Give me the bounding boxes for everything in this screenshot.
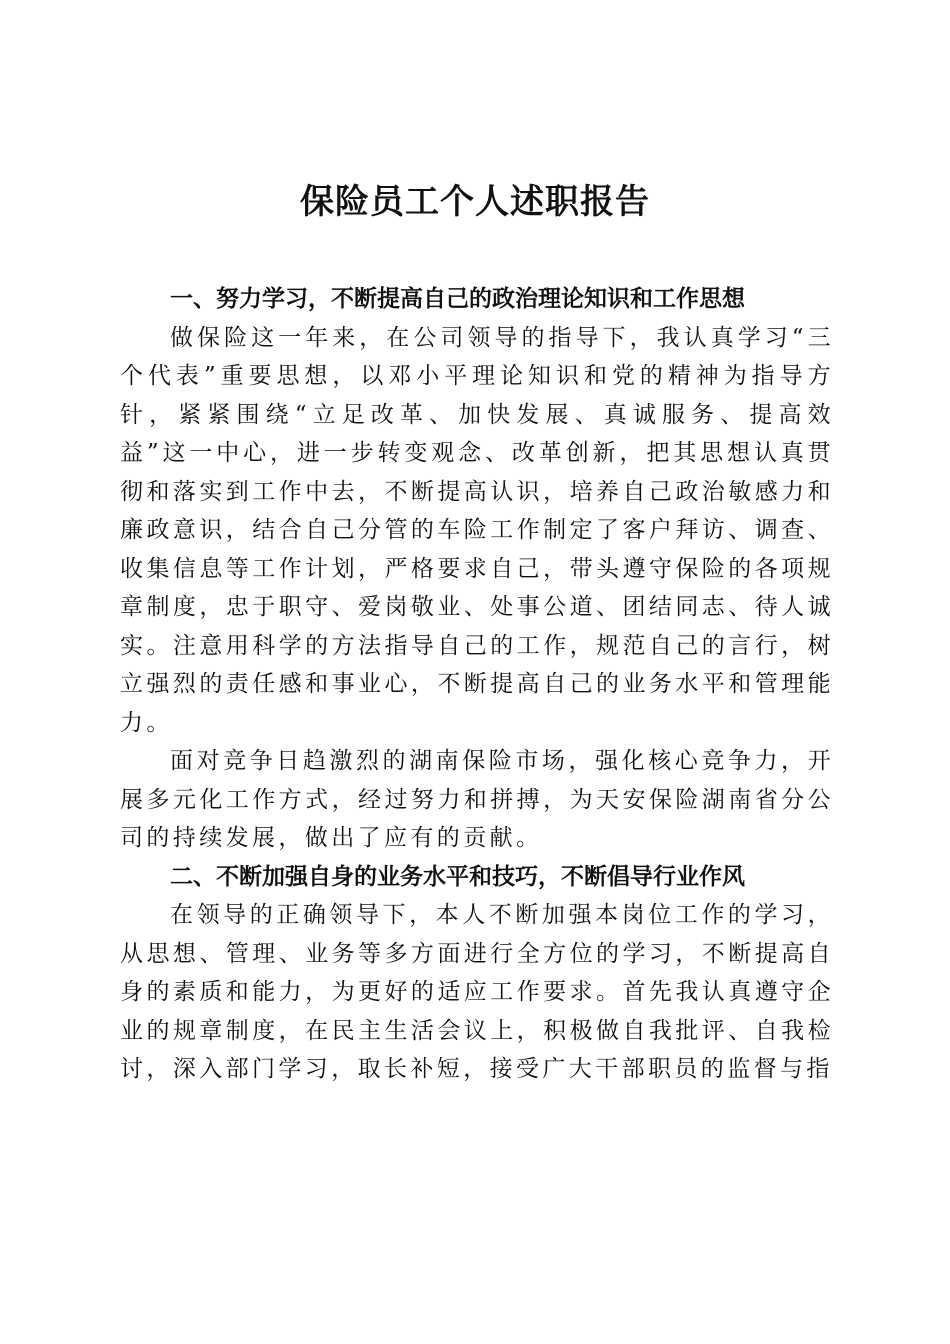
section-2-heading: 二、不断加强自身的业务水平和技巧，不断倡导行业作风	[170, 863, 745, 890]
section-1-paragraph-1: 做保险这一年来，在公司领导的指导下，我认真学习“三个代表”重要思想，以邓小平理论知识和党的精神为指导方针，紧紧围绕“立足改革、加快发展、真诚服务、提高效益”这一中心，进一步转变观念、改革创新，把其思想认真贯彻和落实到工作中去，不断提高认识，培养自己政治敏感力和廉政意识，结合自己分管的车险工作制定了客户拜访、调查、收集信息等工作计划，严格要求自己，带头遵守保险的各项规章制度，忠于职守、爱岗敬业、处事公道、团结同志、待人诚实。注意用科学的方法指导自己的工作，规范自己的言行，树立强烈的责任感和事业心，不断提高自己的业务水平和管理能力。	[120, 324, 834, 736]
section-1-paragraph-2: 面对竞争日趋激烈的湖南保险市场，强化核心竞争力，开展多元化工作方式，经过努力和拼搏，为天安保险湖南省分公司的持续发展，做出了应有的贡献。	[120, 748, 834, 851]
document-body	[120, 280, 834, 1089]
document-title: 保险员工个人述职报告	[300, 182, 650, 222]
section-2-paragraph-1: 在领导的正确领导下，本人不断加强本岗位工作的学习，从思想、管理、业务等多方面进行全方位的学习，不断提高自身的素质和能力，为更好的适应工作要求。首先我认真遵守企业的规章制度，在民主生活会议上，积极做自我批评、自我检讨，深入部门学习，取长补短，接受广大干部职员的监督与指	[120, 902, 834, 1082]
section-1-heading: 一、努力学习，不断提高自己的政治理论知识和工作思想	[170, 286, 745, 312]
